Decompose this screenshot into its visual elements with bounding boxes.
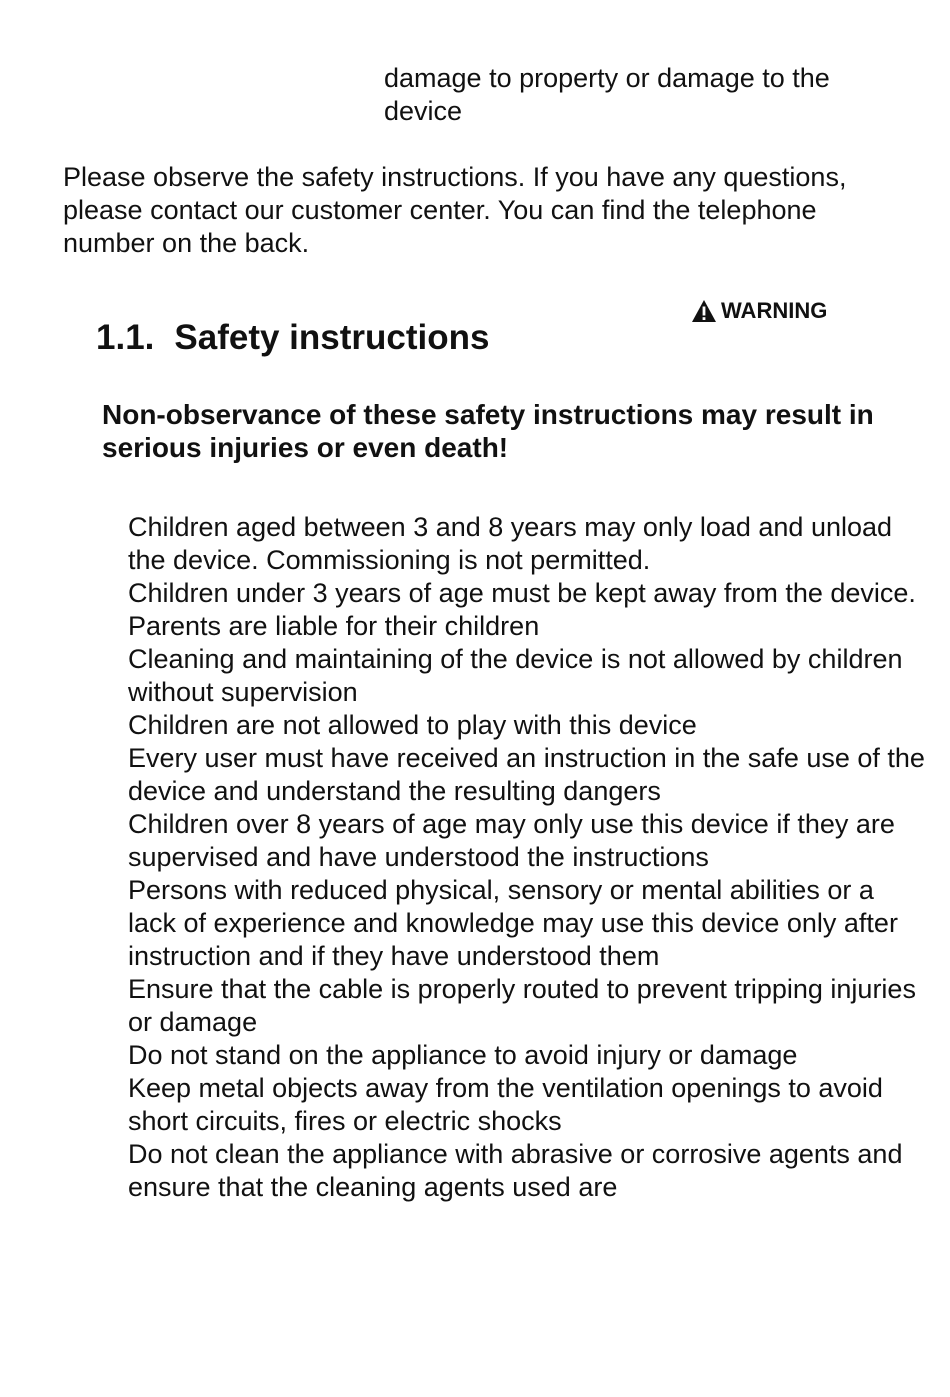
list-item: Ensure that the cable is properly routed to prevent tripping injuries or damage [128, 974, 916, 1037]
list-item: Children aged between 3 and 8 years may only load and unload the device. Commissioning is not permitted. [128, 512, 893, 575]
list-item: Cleaning and maintaining of the device is not allowed by children without supervision [128, 644, 903, 707]
list-item: Children are not allowed to play with this device [128, 710, 697, 740]
warning-label [691, 297, 827, 325]
list-item: Children under 3 years of age must be kept away from the device. Parents are liable for their children [128, 578, 916, 641]
intro-paragraph: Please observe the safety instructions. If you have any questions, please contact our customer center. You can find the telephone number on the back. [63, 162, 847, 258]
list-item: Persons with reduced physical, sensory or mental abilities or a lack of experience and knowledge may use this device only after instruction and if they have understood them [128, 875, 898, 971]
list-item: Children over 8 years of age may only use this device if they are supervised and have understood the instructions [128, 809, 895, 872]
list-item: Keep metal objects away from the ventilation openings to avoid short circuits, fires or electric shocks [128, 1073, 883, 1136]
warning-label-text: WARNING [721, 298, 828, 323]
section-heading [96, 317, 489, 359]
warning-triangle-icon [691, 299, 717, 323]
section-number: 1.1. [96, 318, 155, 357]
continued-text: damage to property or damage to the device [384, 63, 830, 126]
list-item: Do not clean the appliance with abrasive or corrosive agents and ensure that the cleaning agents used are [128, 1139, 903, 1202]
list-item: Do not stand on the appliance to avoid injury or damage [128, 1040, 798, 1070]
list-item: Every user must have received an instruction in the safe use of the device and understand the resulting dangers [128, 743, 925, 806]
section-title: Safety instructions [174, 318, 490, 357]
safety-instructions-list [128, 511, 928, 1204]
warning-statement: Non-observance of these safety instructions may result in serious injuries or even death! [102, 399, 874, 463]
